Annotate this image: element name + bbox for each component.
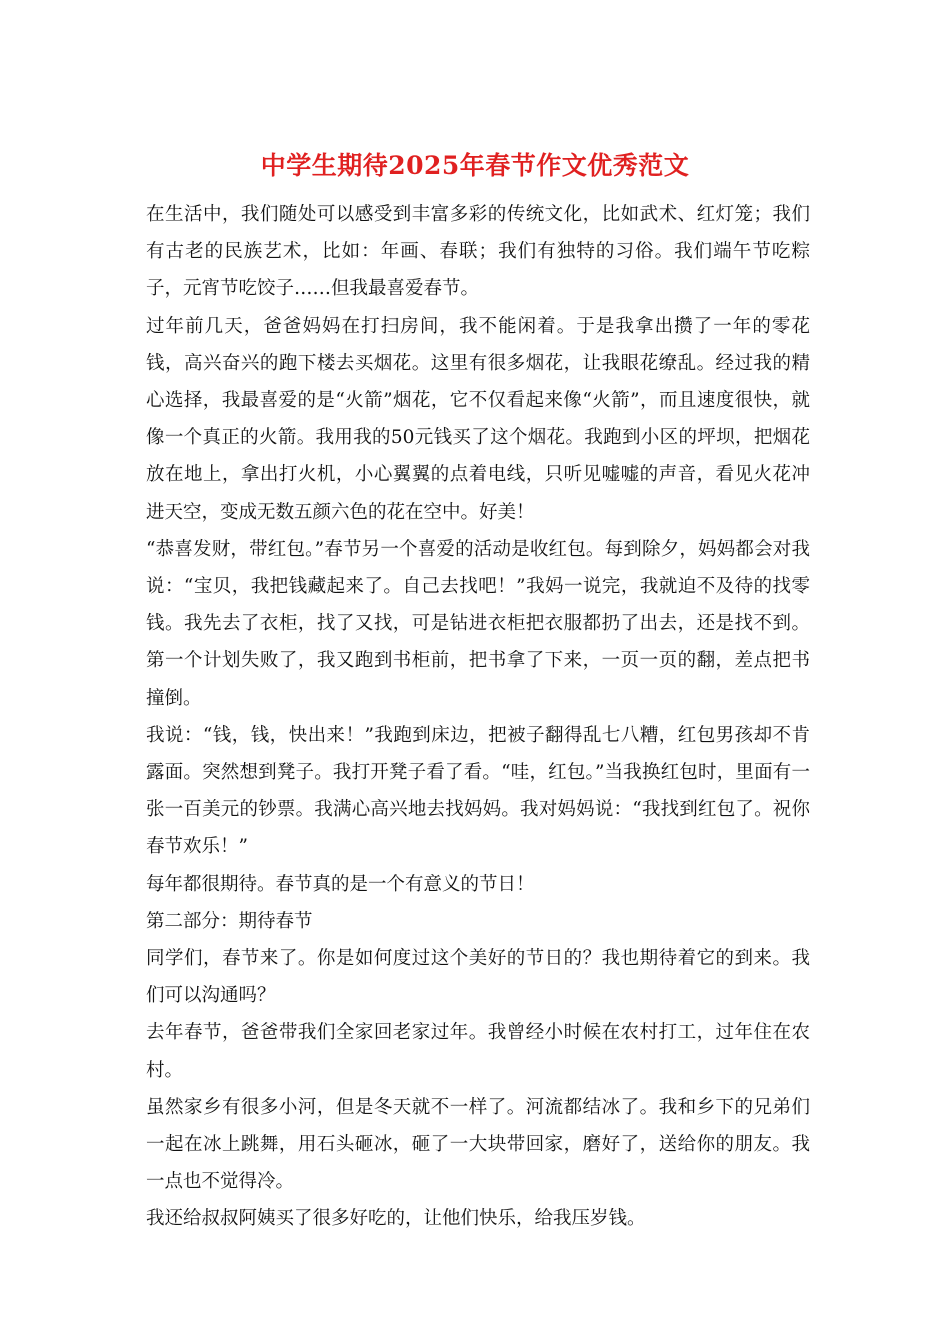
paragraph-1: 在生活中，我们随处可以感受到丰富多彩的传统文化，比如武术、红灯笼；我们有古老的民族艺术，比如：年画、春联；我们有独特的习俗。我们端午节吃粽子，元宵节吃饺子……但我最喜爱春节。 — [146, 204, 810, 300]
paragraph-7: 去年春节，爸爸带我们全家回老家过年。我曾经小时候在农村打工，过年住在农村。 — [146, 1022, 810, 1081]
document-body — [146, 196, 810, 1238]
paragraph-2: 过年前几天，爸爸妈妈在打扫房间，我不能闲着。于是我拿出攒了一年的零花钱，高兴奋兴的跑下楼去买烟花。这里有很多烟花，让我眼花缭乱。经过我的精心选择，我最喜爱的是“火箭”烟花，它不仅看起来像“火箭”，而且速度很快，就像一个真正的火箭。我用我的50元钱买了这个烟花。我跑到小区的坪坝，把烟花放在地上，拿出打火机，小心翼翼的点着电线，只听见嘘嘘的声音，看见火花冲进天空，变成无数五颜六色的花在空中。好美！ — [146, 315, 810, 523]
paragraph-6: 同学们，春节来了。你是如何度过这个美好的节日的？我也期待着它的到来。我们可以沟通吗？ — [146, 948, 810, 1007]
paragraph-9: 我还给叔叔阿姨买了很多好吃的，让他们快乐，给我压岁钱。 — [146, 1208, 646, 1230]
paragraph-4: 我说：“钱，钱，快出来！”我跑到床边，把被子翻得乱七八糟，红包男孩却不肯露面。突然想到凳子。我打开凳子看了看。“哇，红包。”当我换红包时，里面有一张一百美元的钞票。我满心高兴地去找妈妈。我对妈妈说：“我找到红包了。祝你春节欢乐！” — [146, 724, 810, 858]
section-heading: 第二部分：期待春节 — [146, 910, 313, 932]
paragraph-8: 虽然家乡有很多小河，但是冬天就不一样了。河流都结冰了。我和乡下的兄弟们一起在冰上跳舞，用石头砸冰，砸了一大块带回家，磨好了，送给你的朋友。我一点也不觉得冷。 — [146, 1096, 810, 1193]
paragraph-3: “恭喜发财，带红包。”春节另一个喜爱的活动是收红包。每到除夕，妈妈都会对我说：“宝贝，我把钱藏起来了。自己去找吧！”我妈一说完，我就迫不及待的找零钱。我先去了衣柜，找了又找，可是钻进衣柜把衣服都扔了出去，还是找不到。第一个计划失败了，我又跑到书柜前，把书拿了下来，一页一页的翻，差点把书撞倒。 — [146, 538, 810, 709]
paragraph-5: 每年都很期待。春节真的是一个有意义的节日！ — [146, 873, 535, 895]
document-title: 中学生期待2025年春节作文优秀范文 — [260, 151, 690, 180]
